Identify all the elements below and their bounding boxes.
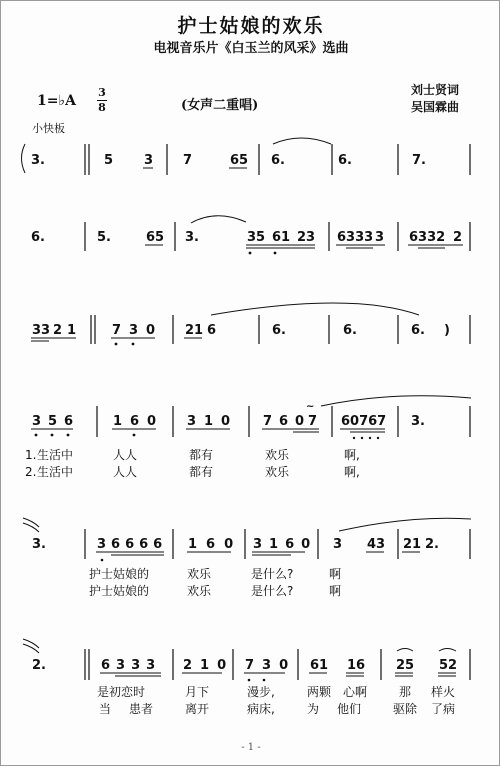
note: 3 [375,230,385,245]
long-slur [211,303,419,315]
lyric: 欢乐 [265,465,290,479]
time-signature-top: 3 [98,86,106,99]
note: 2 [453,230,463,245]
lyric: 啊 [329,584,342,598]
note: 7 [112,323,122,338]
low-octave-dot [67,434,70,437]
key-signature: 1=♭A [37,93,76,109]
note: 21 [185,323,204,338]
note: 2 [53,323,63,338]
slur [397,649,413,652]
lyric: 啊, [344,465,360,479]
lyric: 离开 [185,702,210,716]
lyric: 是什么? [251,584,294,598]
intro-close-paren: ) [444,323,450,338]
note: 0 [221,414,231,429]
note: 6. [343,323,357,338]
note: 6 [279,414,289,429]
note: 25 [396,658,415,673]
note: 6 [64,414,74,429]
note: 0 [147,414,157,429]
note: 6 [130,414,140,429]
note: 5 [104,153,114,168]
note: 7 [183,153,193,168]
low-octave-dot [361,437,363,439]
time-signature-bottom: 8 [98,101,106,114]
lyric: 欢乐 [187,567,212,581]
note: 2. [425,537,439,552]
note: 6. [411,323,425,338]
note: 0 [146,323,156,338]
lyric: 护士姑娘的 [89,584,150,598]
lyric: 啊 [329,567,342,581]
lyric: 两颗 [307,685,332,699]
note: 0 [295,414,305,429]
note: 7. [412,153,426,168]
lyric: 人人 [113,465,138,479]
lyric: 欢乐 [265,448,290,462]
intro-repeat-bracket [22,144,26,173]
lyric: 患者 [129,702,154,716]
note: 3 [333,537,343,552]
note: 61 [310,658,329,673]
note: 21 [403,537,422,552]
note: 5. [97,230,111,245]
note: 3 [129,323,139,338]
verse-number: 2. [25,465,37,479]
composer-credit: 吴国霖曲 [411,100,460,114]
note: 7 [308,414,318,429]
note: 2. [32,658,46,673]
note: 43 [367,537,386,552]
low-octave-dot [51,434,54,437]
note: 3. [185,230,199,245]
staff-line-4 [25,396,471,479]
lyric: 为 [307,702,320,716]
staff-line-5 [23,518,471,598]
note: 3 [187,414,197,429]
lyric: 他们 [337,702,362,716]
low-octave-dot [274,252,277,255]
tempo-marking: 小快板 [32,122,65,135]
low-octave-dot [353,437,355,439]
note: 3160 [253,537,318,552]
staff-line-6 [23,639,470,716]
note: 6. [31,230,45,245]
note: 52 [439,658,458,673]
note: 60767 [341,414,387,429]
lyric: 是什么? [251,567,294,581]
slur [339,518,471,531]
low-octave-dot [133,434,136,437]
low-octave-dot [132,343,135,346]
low-octave-dot [248,679,251,682]
low-octave-dot [249,252,252,255]
note: 65 [146,230,165,245]
lyric: 样火 [431,685,456,699]
lyric: 当 [99,702,112,716]
lyric: 护士姑娘的 [89,567,150,581]
note: 6333 [337,230,374,245]
lyric: 生活中 [37,465,74,479]
note: 3 [144,153,154,168]
note: 6 [207,323,217,338]
low-octave-dot [35,434,38,437]
lyric: 病床, [247,702,275,716]
lyric: 月下 [185,685,210,699]
note: 61 [272,230,291,245]
note: 33 [32,323,51,338]
lyric: 了病 [431,702,456,716]
note: 1 [113,414,123,429]
slur [321,396,471,406]
slur [191,216,246,223]
low-octave-dot [377,437,379,439]
note: 1 [67,323,77,338]
lyric: 驱除 [393,702,418,716]
note: 65 [230,153,249,168]
note: 1 [204,414,214,429]
note: 3. [31,153,45,168]
note: 6332 [409,230,446,245]
note: 6333 [101,658,162,673]
note: 6. [338,153,352,168]
lyric: 欢乐 [187,584,212,598]
low-octave-dot [115,343,118,346]
low-octave-dot [263,679,266,682]
slur [439,649,456,652]
song-title: 护士姑娘的欢乐 [177,15,325,37]
lyric: 都有 [189,465,214,479]
lyric: 都有 [189,448,214,462]
low-octave-dot [369,437,371,439]
verse-number: 1. [25,448,37,462]
notation-area [1,1,500,767]
note: 3. [32,537,46,552]
song-subtitle: 电视音乐片《白玉兰的风采》选曲 [153,41,349,56]
staff-line-2 [31,216,470,255]
note: 35 [247,230,266,245]
note: 23 [297,230,316,245]
note: 16 [347,658,366,673]
note: 160 [188,537,243,552]
lyric: 心啊 [343,685,368,699]
voice-type: (女声二重唱) [181,98,259,113]
staff-line-3 [31,303,470,345]
lyricist-credit: 刘士贤词 [411,83,460,97]
lyric: 啊, [344,448,360,462]
lyric: 是初恋时 [97,685,146,699]
note: 210 [183,658,235,673]
lyric: 人人 [113,448,138,462]
note: 6. [271,153,285,168]
mordent-mark: ~ [306,401,315,412]
lyric: 那 [399,685,412,699]
tie [273,138,331,144]
page-number: - 1 - [241,742,261,753]
low-octave-dot [101,559,104,562]
note: 36666 [97,537,168,552]
staff-line-1 [22,138,471,175]
note: 5 [48,414,58,429]
note: 3. [411,414,425,429]
note: 7 [263,414,273,429]
lyric: 生活中 [37,448,74,462]
note: 730 [245,658,297,673]
lyric: 漫步, [247,685,275,699]
note: 6. [272,323,286,338]
note: 3 [32,414,42,429]
